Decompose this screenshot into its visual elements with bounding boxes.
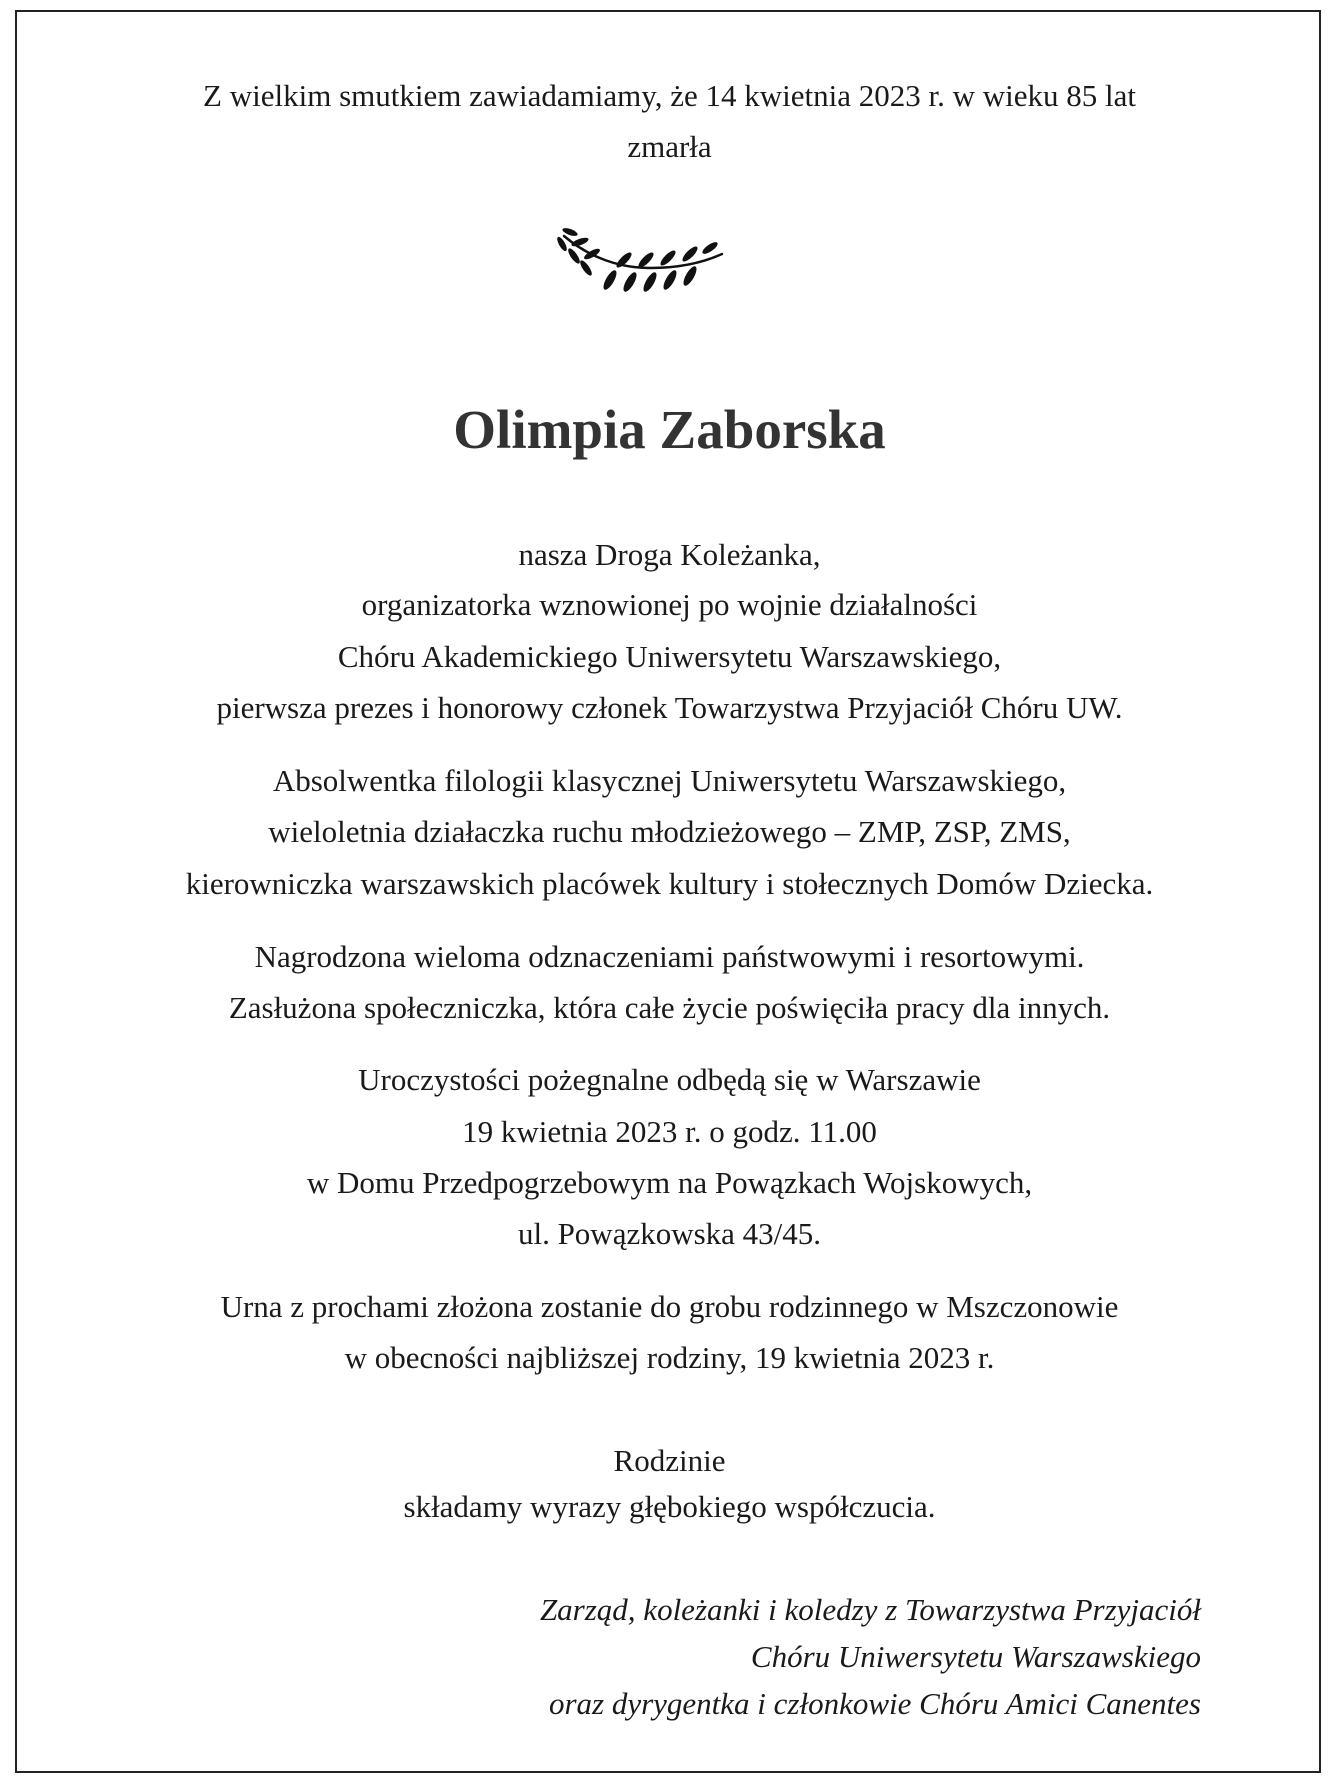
paragraph3-line-1: Nagrodzona wieloma odznaczeniami państwowymi i resortowymi.	[254, 939, 1085, 974]
intro-line-1: Z wielkim smutkiem zawiadamiamy, że 14 kwietnia 2023 r. w wieku 85 lat	[203, 78, 1136, 113]
condolences-line-2: składamy wyrazy głębokiego współczucia.	[403, 1489, 936, 1524]
paragraph1-line-3: Chóru Akademickiego Uniwersytetu Warszawskiego,	[337, 639, 1002, 674]
paragraph1-line-4: pierwsza prezes i honorowy członek Towarzystwa Przyjaciół Chóru UW.	[216, 690, 1123, 725]
condolences-line-1: Rodzinie	[613, 1443, 726, 1478]
paragraph4-line-3: w Domu Przedpogrzebowym na Powązkach Wojskowych,	[306, 1165, 1033, 1200]
signature-line-3: oraz dyrygentka i członkowie Chóru Amici Canentes	[548, 1686, 1201, 1721]
laurel-branch-icon	[550, 228, 730, 312]
paragraph2-line-3: kierowniczka warszawskich placówek kultury i stołecznych Domów Dziecka.	[185, 866, 1154, 901]
intro-line-2: zmarła	[627, 129, 712, 164]
paragraph5-line-1: Urna z prochami złożona zostanie do grobu rodzinnego w Mszczonowie	[220, 1289, 1119, 1324]
paragraph5-line-2: w obecności najbliższej rodziny, 19 kwietnia 2023 r.	[344, 1340, 995, 1375]
paragraph1-line-2: organizatorka wznowionej po wojnie działalności	[361, 587, 978, 622]
paragraph4-line-4: ul. Powązkowska 43/45.	[517, 1216, 822, 1251]
paragraph3-line-2: Zasłużona społeczniczka, która całe życie poświęciła pracy dla innych.	[228, 990, 1111, 1025]
paragraph4-line-1: Uroczystości pożegnalne odbędą się w Warszawie	[358, 1062, 981, 1097]
deceased-name: Olimpia Zaborska	[453, 399, 886, 460]
paragraph2-line-1: Absolwentka filologii klasycznej Uniwersytetu Warszawskiego,	[272, 763, 1067, 798]
paragraph4-line-2: 19 kwietnia 2023 r. o godz. 11.00	[462, 1114, 877, 1149]
paragraph1-line-1: nasza Droga Koleżanka,	[518, 537, 821, 572]
paragraph2-line-2: wieloletnia działaczka ruchu młodzieżowego – ZMP, ZSP, ZMS,	[268, 814, 1071, 849]
signature-line-1: Zarząd, koleżanki i koledzy z Towarzystwa Przyjaciół	[539, 1592, 1201, 1627]
signature-line-2: Chóru Uniwersytetu Warszawskiego	[750, 1639, 1201, 1674]
